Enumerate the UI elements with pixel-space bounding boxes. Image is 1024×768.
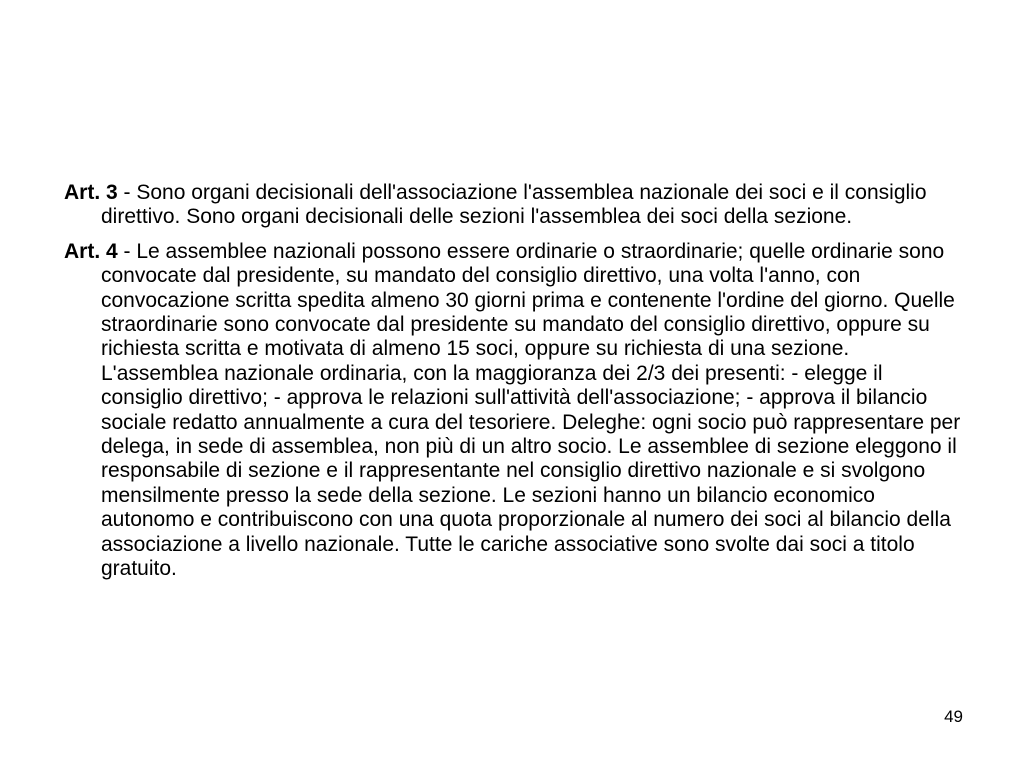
article-text: - Sono organi decisionali dell'associazione l'assemblea nazionale dei soci e il consiglio direttivo. Sono organi decisionali delle sezioni l'assemblea dei soci della sezione. xyxy=(101,181,927,229)
article-text: - Le assemblee nazionali possono essere ordinarie o straordinarie; quelle ordinarie sono convocate dal presidente, su mandato del consiglio direttivo, una volta l'anno, con convocazione scritta spedita almeno 30 giorni prima e contenente l'ordine del giorno. Quelle straordinarie sono convocate dal presidente su mandato del consiglio direttivo, oppure su richiesta scritta e motivata di almeno 15 soci, oppure su richiesta di una sezione. L'assemblea nazionale ordinaria, con la maggioranza dei 2/3 dei presenti: - elegge il consiglio direttivo; - approva le relazioni sull'attività dell'associazione; - approva il bilancio sociale redatto annualmente a cura del tesoriere. Deleghe: ogni socio può rappresentare per delega, in sede di assemblea, non più di un altro socio. Le assemblee di sezione eleggono il responsabile di sezione e il rappresentante nel consiglio direttivo nazionale e si svolgono mensilmente presso la sede della sezione. Le sezioni hanno un bilancio economico autonomo e contribuiscono con una quota proporzionale al numero dei soci al bilancio della associazione a livello nazionale. Tutte le cariche associative sono svolte dai soci a titolo gratuito. xyxy=(101,239,961,581)
slide-body xyxy=(64,181,969,592)
article-4 xyxy=(64,240,969,582)
article-label: Art. 3 xyxy=(64,181,118,204)
article-label: Art. 4 xyxy=(64,239,118,263)
article-3 xyxy=(64,181,969,230)
page-number: 49 xyxy=(944,707,963,726)
